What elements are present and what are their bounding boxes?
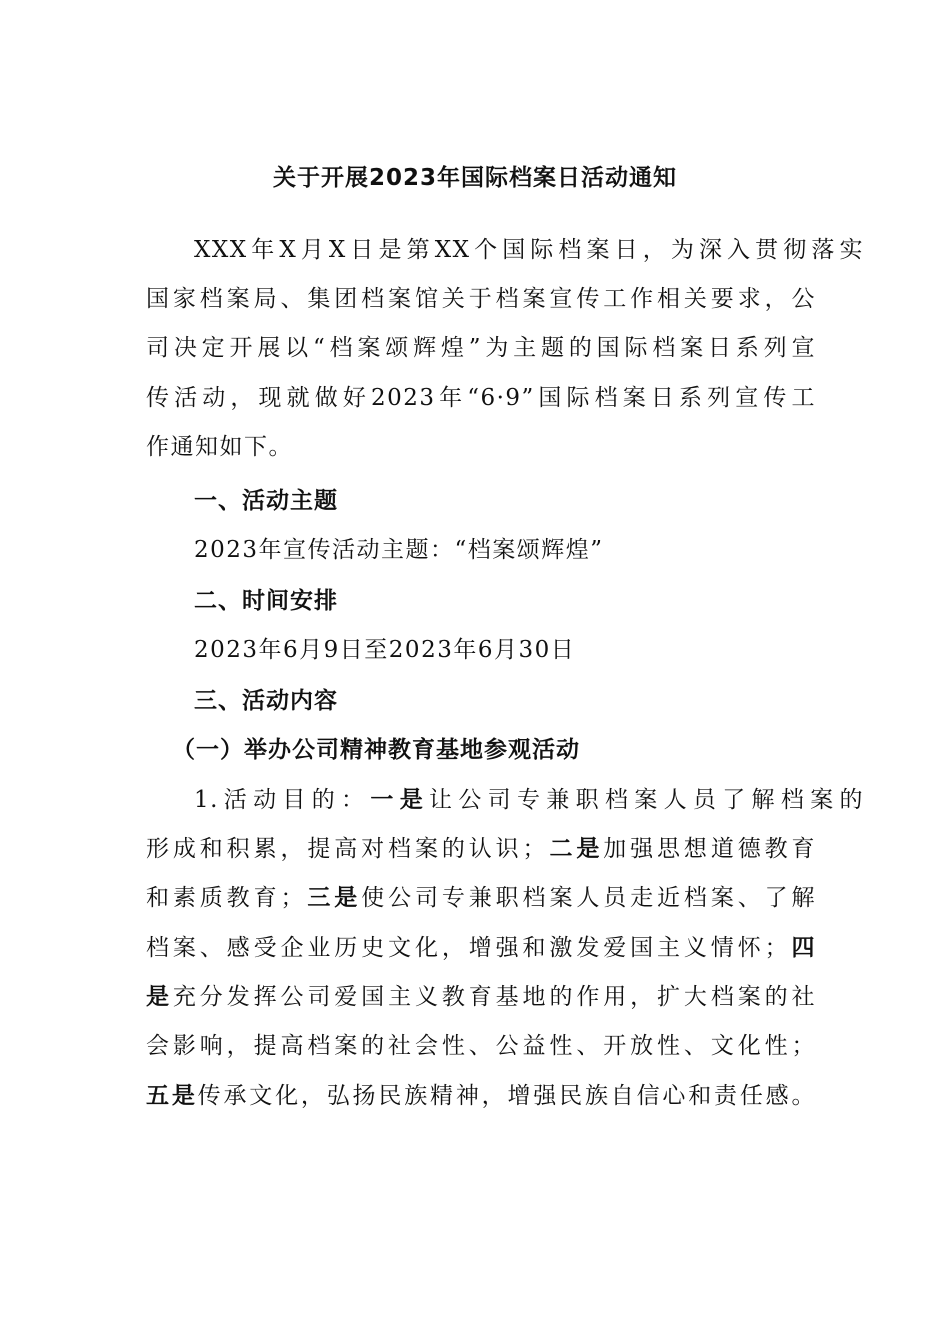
- point-marker-5: 五是: [146, 1083, 198, 1109]
- purpose-text: 传承文化，弘扬民族精神，增强民族自信心和责任感。: [197, 1083, 817, 1109]
- purpose-line-5: [146, 977, 816, 1017]
- purpose-line-7: [146, 1076, 816, 1116]
- point-marker-4b: 是: [146, 984, 173, 1010]
- purpose-line-4: [146, 928, 816, 968]
- purpose-text: 让公司专兼职档案人员了解档案的: [429, 787, 864, 813]
- intro-line-1: XXX年X月X日是第XX个国际档案日，为深入贯彻落实: [194, 237, 864, 263]
- point-marker-2: 二是: [547, 836, 604, 862]
- purpose-text: 档案、感受企业历史文化，增强和激发爱国主义情怀；: [146, 935, 790, 961]
- intro-line-3: 司决定开展以“档案颂辉煌”为主题的国际档案日系列宣: [146, 335, 816, 361]
- purpose-line-2: [146, 829, 816, 869]
- schedule-text: 2023年6月9日至2023年6月30日: [194, 637, 576, 663]
- purpose-line-3: [146, 878, 816, 918]
- section-heading-theme: 一、活动主题: [194, 488, 338, 514]
- theme-text: 2023年宣传活动主题：“档案颂辉煌”: [194, 537, 604, 563]
- point-marker-1: 一是: [370, 787, 430, 813]
- intro-line-4: 传活动，现就做好2023年“6·9”国际档案日系列宣传工: [146, 385, 816, 411]
- purpose-label: 1.活动目的：: [194, 787, 371, 813]
- section-heading-schedule: 二、时间安排: [194, 588, 338, 614]
- purpose-text: 形成和积累，提高对档案的认识；: [146, 836, 548, 862]
- purpose-line-6: 会影响，提高档案的社会性、公益性、开放性、文化性；: [146, 1033, 816, 1059]
- purpose-line-1: [194, 780, 864, 820]
- purpose-text: 充分发挥公司爱国主义教育基地的作用，扩大档案的社: [172, 984, 817, 1010]
- intro-line-5: 作通知如下。: [146, 434, 293, 460]
- document-title: 关于开展2023年国际档案日活动通知: [272, 165, 677, 191]
- point-marker-4a: 四: [789, 935, 817, 961]
- point-marker-3: 三是: [304, 885, 362, 911]
- section-heading-content: 三、活动内容: [194, 688, 338, 714]
- intro-line-2: 国家档案局、集团档案馆关于档案宣传工作相关要求，公: [146, 286, 816, 312]
- purpose-text: 加强思想道德教育: [603, 836, 817, 862]
- purpose-text: 使公司专兼职档案人员走近档案、了解: [361, 885, 817, 911]
- subsection-heading-visit: （一）举办公司精神教育基地参观活动: [172, 737, 580, 763]
- purpose-text: 和素质教育；: [146, 885, 305, 911]
